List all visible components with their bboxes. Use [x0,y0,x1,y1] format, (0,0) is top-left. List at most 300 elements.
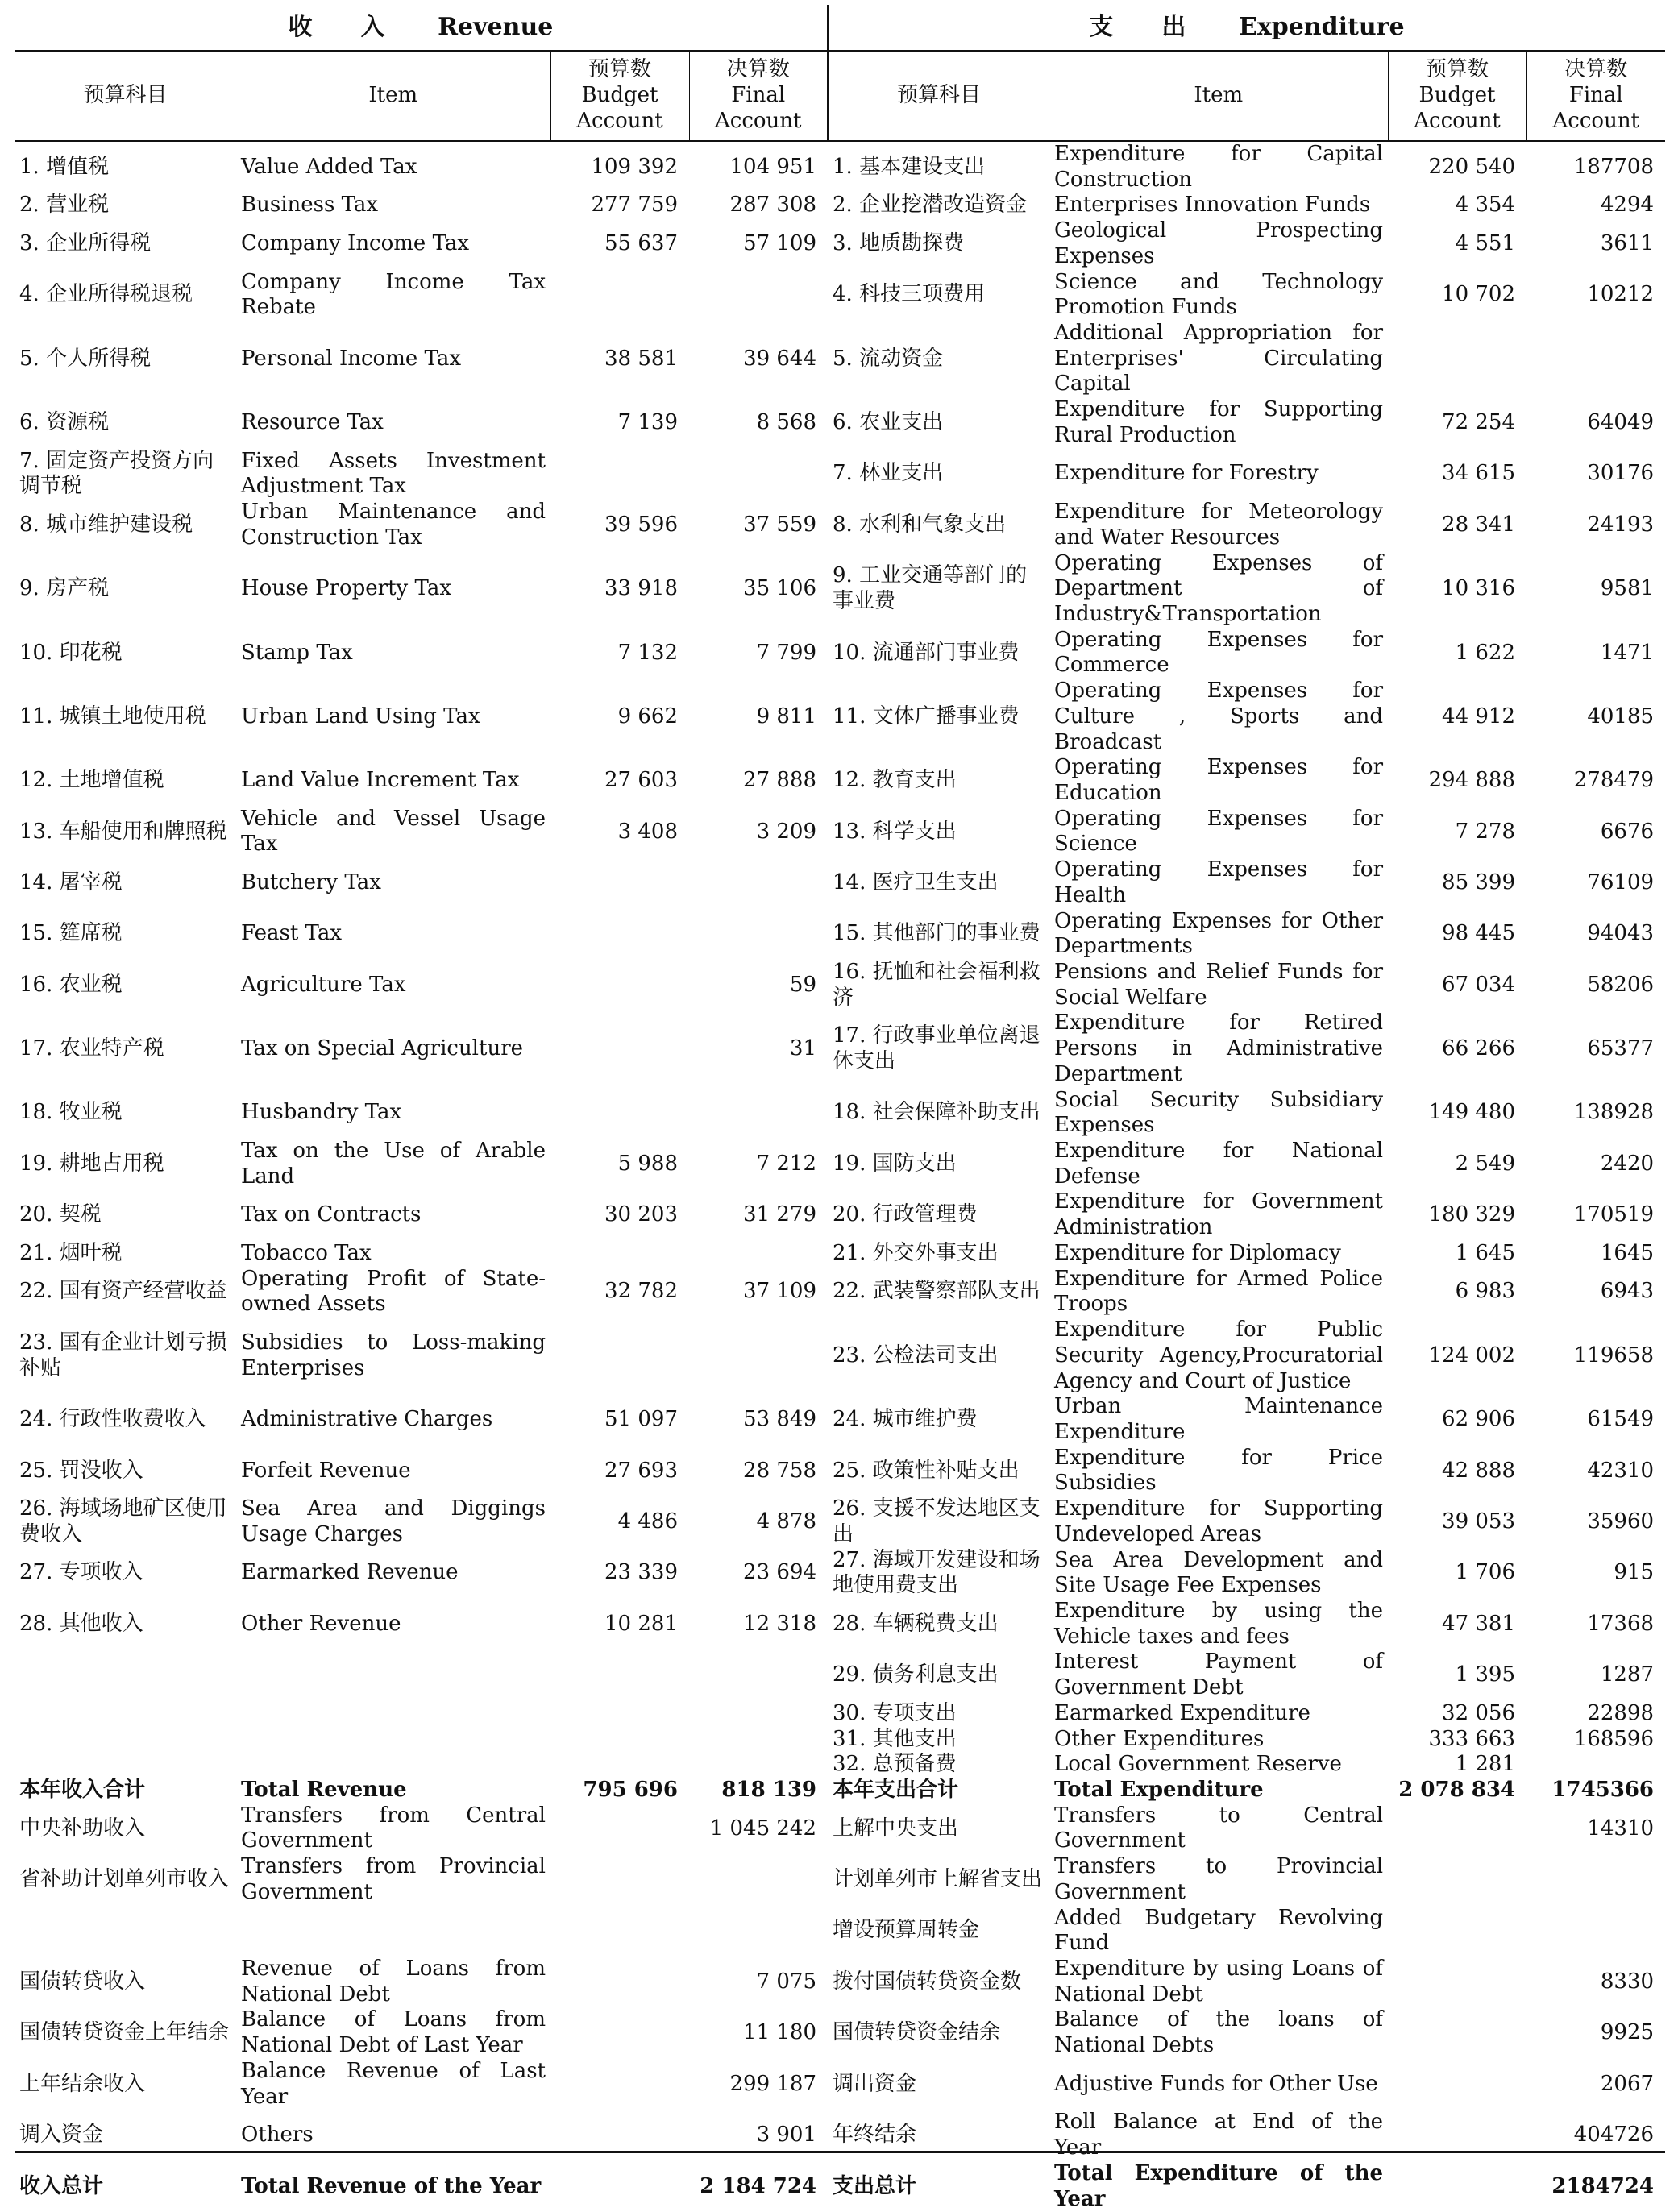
expenditure-budget: 67 034 [1442,972,1516,997]
revenue-subject: 7. 固定资产投资方向调节税 [19,448,214,499]
revenue-item: Tax on the Use of Arable Land [241,1139,546,1189]
expenditure-budget: 32 056 [1442,1700,1516,1725]
revenue-budget: 4 486 [617,1509,678,1533]
expenditure-item: Expenditure for Public Security Agency,Procuratorial Agency and Court of Justice [1054,1318,1384,1393]
revenue-final: 299 187 [729,2071,817,2096]
expenditure-final: 40185 [1587,703,1655,728]
expenditure-budget: 28 341 [1442,512,1516,537]
table-row [15,500,1665,550]
expenditure-item: Science and Technology Promotion Funds [1054,269,1384,320]
table-row [15,1701,1665,1727]
revenue-budget [550,857,689,908]
expenditure-subject: 11. 文体广播事业费 [833,703,1020,728]
revenue-final: 104 951 [729,154,817,179]
revenue-item: Feast Tax [241,921,343,946]
table-row [15,755,1665,806]
expenditure-final: 187708 [1573,154,1655,179]
table-row [15,2110,1665,2160]
revenue-budget [550,1752,689,1778]
revenue-budget [550,1241,689,1267]
expenditure-budget: 220 540 [1428,154,1516,179]
table-row [15,679,1665,755]
expenditure-subject: 20. 行政管理费 [833,1202,978,1227]
revenue-section-title [15,5,828,51]
revenue-item: Balance Revenue of Last Year [241,2058,546,2109]
revenue-final [689,1088,828,1139]
expenditure-budget: 333 663 [1428,1726,1516,1751]
revenue-final: 53 849 [743,1407,817,1432]
expenditure-item: Adjustive Funds for Other Use [1054,2071,1378,2096]
col-final-zh: 决算数 [726,57,790,82]
revenue-final [689,270,828,321]
revenue-final: 37 559 [743,512,817,537]
expenditure-subject: 24. 城市维护费 [833,1407,978,1432]
expenditure-final [1526,1854,1665,1905]
table-row [15,1011,1665,1087]
expenditure-item: Expenditure for Diplomacy [1054,1240,1341,1265]
expenditure-subject: 13. 科学支出 [833,819,957,844]
expenditure-final: 8330 [1600,1969,1655,1994]
expenditure-subject: 调出资金 [833,2071,917,2096]
expenditure-item: Expenditure for Supporting Rural Production [1054,397,1384,447]
revenue-final: 7 212 [756,1151,817,1176]
expenditure-subject: 21. 外交外事支出 [833,1240,999,1265]
revenue-item: Value Added Tax [241,154,417,179]
revenue-item: Earmarked Revenue [241,1560,459,1585]
expenditure-subject: 支出总计 [833,2173,917,2198]
revenue-subject: 4. 企业所得税退税 [19,282,193,307]
expenditure-budget: 72 254 [1442,410,1516,435]
revenue-budget: 32 782 [604,1279,678,1304]
expenditure-final: 138928 [1573,1100,1655,1125]
revenue-subject: 22. 国有资产经营收益 [19,1279,227,1304]
table-row [15,1318,1665,1394]
expenditure-subject: 7. 林业支出 [833,461,944,486]
table-row [15,193,1665,218]
revenue-final: 37 109 [743,1279,817,1304]
col-final-zh: 决算数 [1564,57,1628,82]
expenditure-final: 24193 [1587,512,1655,537]
revenue-item [236,1752,550,1778]
revenue-item: Company Income Tax Rebate [241,269,546,320]
expenditure-item: Enterprises Innovation Funds [1054,193,1371,218]
expenditure-budget [1388,1906,1526,1957]
expenditure-final: 170519 [1573,1202,1655,1227]
revenue-subject: 20. 契税 [19,1202,102,1227]
expenditure-item: Expenditure for Capital Construction [1054,142,1384,192]
table-row [15,1267,1665,1318]
expenditure-budget: 1 706 [1455,1560,1516,1585]
expenditure-budget: 39 053 [1442,1509,1516,1533]
expenditure-budget [1388,1957,1526,2007]
expenditure-budget: 4 551 [1455,231,1516,256]
revenue-item: Butchery Tax [241,869,381,894]
expenditure-item: Earmarked Expenditure [1054,1700,1310,1725]
revenue-subject: 国债转贷资金上年结余 [19,2020,230,2045]
revenue-subject: 28. 其他收入 [19,1611,143,1636]
table-row [15,218,1665,269]
expenditure-final: 2420 [1600,1151,1655,1176]
revenue-final [689,909,828,960]
revenue-budget: 10 281 [604,1611,678,1636]
revenue-subject: 26. 海域场地矿区使用费收入 [19,1496,227,1546]
expenditure-final: 14310 [1587,1816,1655,1841]
table-row [15,1727,1665,1753]
expenditure-item: Expenditure for Armed Police Troops [1054,1266,1384,1317]
revenue-item: Administrative Charges [241,1407,493,1432]
expenditure-budget: 47 381 [1442,1611,1516,1636]
expenditure-final: 6676 [1600,819,1655,844]
revenue-subject: 23. 国有企业计划亏损补贴 [19,1330,227,1380]
table-row [15,1394,1665,1445]
table-row [15,551,1665,628]
expenditure-budget: 124 002 [1428,1343,1516,1367]
revenue-budget: 5 988 [617,1151,678,1176]
revenue-budget [550,1854,689,1905]
expenditure-item: Balance of the loans of National Debts [1054,2007,1384,2058]
expenditure-item: Roll Balance at End of the Year [1054,2110,1384,2160]
expenditure-subject: 23. 公检法司支出 [833,1343,999,1367]
revenue-final: 7 799 [756,640,817,665]
revenue-final: 59 [789,972,817,997]
table-row [15,141,1665,193]
expenditure-subject: 31. 其他支出 [833,1726,957,1751]
expenditure-item: Transfers to Provincial Government [1054,1854,1384,1904]
revenue-budget [550,1701,689,1727]
revenue-budget [550,270,689,321]
revenue-budget [550,1011,689,1087]
revenue-item: Urban Maintenance and Construction Tax [241,500,546,550]
revenue-item: Company Income Tax [241,231,470,256]
revenue-final [689,1318,828,1394]
expenditure-budget: 1 622 [1455,640,1516,665]
expenditure-item: Other Expenditures [1054,1726,1265,1751]
table-row [15,2059,1665,2110]
expenditure-final: 915 [1614,1560,1655,1585]
revenue-subject: 18. 牧业税 [19,1100,123,1125]
expenditure-final: 58206 [1587,972,1655,997]
table-row [15,270,1665,321]
expenditure-final: 30176 [1587,461,1655,486]
revenue-item: Resource Tax [241,410,384,435]
revenue-budget [550,2161,689,2212]
revenue-item: Agriculture Tax [241,972,406,997]
revenue-budget [550,1088,689,1139]
revenue-budget: 55 637 [604,231,678,256]
expenditure-item: Expenditure for Supporting Undeveloped Areas [1054,1496,1384,1546]
expenditure-final: 6943 [1600,1279,1655,1304]
expenditure-subject: 12. 教育支出 [833,768,957,793]
revenue-subject: 14. 屠宰税 [19,869,123,894]
expenditure-subject: 9. 工业交通等部门的事业费 [833,563,1028,614]
revenue-final [689,1906,828,1957]
revenue-final: 31 279 [743,1202,817,1227]
revenue-subject: 省补助计划单列市收入 [19,1867,230,1892]
expenditure-budget: 2 078 834 [1398,1778,1516,1802]
revenue-title-en: Revenue [438,12,554,41]
expenditure-subject: 增设预算周转金 [833,1918,980,1943]
expenditure-subject: 拨付国债转贷资金数 [833,1969,1022,1994]
expenditure-budget: 1 395 [1455,1662,1516,1687]
expenditure-budget: 62 906 [1442,1407,1516,1432]
expenditure-final [1526,1752,1665,1778]
revenue-final [689,1701,828,1727]
expenditure-final [1526,321,1665,397]
expenditure-title-zh: 支 出 [1089,12,1198,41]
expenditure-item: Sea Area Development and Site Usage Fee Expenses [1054,1547,1384,1598]
revenue-subject: 5. 个人所得税 [19,346,152,371]
revenue-item: Tax on Contracts [241,1202,422,1227]
expenditure-final: 2067 [1600,2071,1655,2096]
revenue-item: Forfeit Revenue [241,1458,411,1483]
expenditure-item: Operating Expenses for Science [1054,806,1384,857]
revenue-final [689,449,828,500]
expenditure-title-en: Expenditure [1238,12,1405,41]
revenue-subject: 中央补助收入 [19,1816,146,1841]
table-row [15,2007,1665,2058]
table-row [15,1548,1665,1599]
revenue-final [689,1650,828,1700]
expenditure-item: Expenditure for Forestry [1054,461,1319,486]
table-row [15,1650,1665,1700]
expenditure-final [1526,1906,1665,1957]
revenue-subject: 17. 农业特产税 [19,1036,164,1061]
expenditure-budget: 4 354 [1455,193,1516,218]
expenditure-item: Operating Expenses for Commerce [1054,627,1384,678]
expenditure-subject: 17. 行政事业单位离退休支出 [833,1023,1040,1074]
expenditure-budget: 180 329 [1428,1202,1516,1227]
expenditure-item: Expenditure for Price Subsidies [1054,1445,1384,1496]
expenditure-item: Operating Expenses of Department of Industry&Transportation [1054,550,1384,626]
revenue-final: 2 184 724 [700,2173,817,2198]
expenditure-budget [1388,2059,1526,2110]
expenditure-final: 1471 [1600,640,1655,665]
col-budget-en: Budget Account [1414,83,1501,133]
revenue-budget: 33 918 [604,576,678,601]
expenditure-budget: 10 316 [1442,576,1516,601]
expenditure-final: 42310 [1587,1458,1655,1483]
expenditure-budget: 85 399 [1442,869,1516,894]
expenditure-item: Added Budgetary Revolving Fund [1054,1905,1384,1956]
expenditure-subject: 6. 农业支出 [833,410,944,435]
revenue-item [236,1727,550,1753]
revenue-subject: 11. 城镇土地使用税 [19,703,206,728]
col-expenditure-budget [1388,51,1526,141]
expenditure-subject: 8. 水利和气象支出 [833,512,1007,537]
expenditure-budget [1388,1854,1526,1905]
expenditure-item: Expenditure by using Loans of National Debt [1054,1957,1384,2007]
table-row [15,1752,1665,1778]
revenue-final: 35 106 [743,576,817,601]
revenue-subject: 收入总计 [19,2173,104,2198]
expenditure-budget: 66 266 [1442,1036,1516,1061]
expenditure-budget [1388,2161,1526,2212]
table-row [15,1906,1665,1957]
revenue-budget [550,960,689,1011]
budget-table [15,5,1665,2212]
revenue-item: Total Revenue [241,1778,407,1802]
table-row [15,397,1665,448]
revenue-final: 27 888 [743,768,817,793]
table-row [15,1446,1665,1496]
revenue-budget: 39 596 [604,512,678,537]
revenue-budget [550,909,689,960]
revenue-final: 28 758 [743,1458,817,1483]
revenue-final [689,1854,828,1905]
expenditure-item: Interest Payment of Government Debt [1054,1650,1384,1700]
table-row [15,1803,1665,1854]
expenditure-subject: 22. 武装警察部队支出 [833,1279,1040,1304]
revenue-budget [550,1727,689,1753]
expenditure-item: Operating Expenses for Education [1054,755,1384,805]
expenditure-final: 4294 [1600,193,1655,218]
expenditure-subject: 25. 政策性补贴支出 [833,1458,1020,1483]
revenue-budget [550,1318,689,1394]
revenue-budget [550,1650,689,1700]
revenue-item: Subsidies to Loss-making Enterprises [241,1330,546,1380]
revenue-subject: 25. 罚没收入 [19,1458,143,1483]
revenue-title-zh: 收 入 [288,12,397,41]
expenditure-item: Local Government Reserve [1054,1752,1342,1777]
expenditure-final: 9925 [1600,2020,1655,2045]
revenue-subject: 上年结余收入 [19,2071,146,2096]
table-row [15,1854,1665,1905]
expenditure-final: 119658 [1573,1343,1655,1367]
revenue-budget: 9 662 [617,703,678,728]
revenue-budget: 3 408 [617,819,678,844]
revenue-final: 7 075 [756,1969,817,1994]
revenue-budget: 51 097 [604,1407,678,1432]
revenue-item: House Property Tax [241,576,451,601]
revenue-subject [15,1701,236,1727]
expenditure-final: 65377 [1587,1036,1655,1061]
expenditure-item: Expenditure by using the Vehicle taxes and fees [1054,1598,1384,1649]
table-row [15,1599,1665,1650]
table-row [15,449,1665,500]
revenue-item: Other Revenue [241,1611,401,1636]
col-budget-en: Budget Account [576,83,663,133]
table-row [15,1189,1665,1240]
expenditure-final: 64049 [1587,410,1655,435]
col-revenue-final [689,51,828,141]
expenditure-final: 404726 [1573,2123,1655,2148]
expenditure-subject: 27. 海域开发建设和场地使用费支出 [833,1547,1040,1598]
revenue-item: Vehicle and Vessel Usage Tax [241,806,546,857]
table-row [15,807,1665,857]
expenditure-item: Additional Appropriation for Enterprises' Circulating Capital [1054,321,1384,396]
col-revenue-subject: 预算科目 [15,51,236,141]
revenue-final: 4 878 [756,1509,817,1533]
expenditure-item: Total Expenditure of the Year [1054,2160,1384,2211]
col-revenue-item: Item [236,51,550,141]
revenue-subject: 调入资金 [19,2123,104,2148]
revenue-item: Transfers from Provincial Government [241,1854,546,1904]
expenditure-item: Social Security Subsidiary Expenses [1054,1087,1384,1138]
revenue-subject [15,1650,236,1700]
revenue-subject: 1. 增值税 [19,154,110,179]
revenue-subject: 12. 土地增值税 [19,768,164,793]
expenditure-final: 168596 [1573,1726,1655,1751]
revenue-subject: 16. 农业税 [19,972,123,997]
expenditure-subject: 10. 流通部门事业费 [833,640,1020,665]
expenditure-final: 61549 [1587,1407,1655,1432]
expenditure-final: 1645 [1600,1240,1655,1265]
expenditure-budget: 10 702 [1442,282,1516,307]
expenditure-final: 278479 [1573,768,1655,793]
expenditure-subject: 16. 抚恤和社会福利救济 [833,960,1040,1010]
expenditure-budget: 44 912 [1442,703,1516,728]
revenue-subject [15,1752,236,1778]
revenue-item: Tax on Special Agriculture [241,1036,524,1061]
expenditure-item: Geological Prospecting Expenses [1054,218,1384,268]
revenue-subject: 2. 营业税 [19,193,110,218]
expenditure-subject: 14. 医疗卫生支出 [833,869,999,894]
bottom-rule [15,2151,1665,2153]
revenue-subject: 3. 企业所得税 [19,231,152,256]
expenditure-budget: 34 615 [1442,461,1516,486]
expenditure-budget: 42 888 [1442,1458,1516,1483]
expenditure-item: Operating Expenses for Other Departments [1054,908,1384,959]
revenue-budget [550,1906,689,1957]
expenditure-final: 35960 [1587,1509,1655,1533]
expenditure-item: Expenditure for Government Administration [1054,1189,1384,1240]
revenue-budget: 23 339 [604,1560,678,1585]
table-row [15,857,1665,908]
expenditure-budget: 294 888 [1428,768,1516,793]
revenue-item: Balance of Loans from National Debt of Last Year [241,2007,546,2058]
revenue-item [236,1906,550,1957]
revenue-item [236,1701,550,1727]
revenue-subject: 9. 房产税 [19,576,110,601]
expenditure-final: 9581 [1600,576,1655,601]
revenue-final [689,1241,828,1267]
expenditure-budget [1388,321,1526,397]
expenditure-subject: 18. 社会保障补助支出 [833,1100,1040,1125]
revenue-item: Tobacco Tax [241,1240,372,1265]
revenue-item [236,1650,550,1700]
table-row [15,628,1665,679]
revenue-budget [550,1957,689,2007]
revenue-subject: 13. 车船使用和牌照税 [19,819,227,844]
expenditure-subject: 上解中央支出 [833,1816,959,1841]
revenue-item: Husbandry Tax [241,1100,402,1125]
expenditure-budget [1388,1803,1526,1854]
revenue-subject: 8. 城市维护建设税 [19,512,193,537]
revenue-budget: 27 693 [604,1458,678,1483]
col-budget-zh: 预算数 [588,57,651,82]
revenue-final: 23 694 [743,1560,817,1585]
col-expenditure-item: Item [1049,51,1388,141]
budget-document [15,5,1665,2211]
revenue-item: Operating Profit of State-owned Assets [241,1266,546,1317]
expenditure-final: 94043 [1587,921,1655,946]
revenue-budget: 277 759 [591,193,678,218]
expenditure-subject: 年终结余 [833,2123,917,2148]
table-row [15,1088,1665,1139]
revenue-item: Urban Land Using Tax [241,703,480,728]
revenue-final: 3 209 [756,819,817,844]
revenue-subject: 6. 资源税 [19,410,110,435]
revenue-budget: 27 603 [604,768,678,793]
table-row [15,1241,1665,1267]
expenditure-budget: 98 445 [1442,921,1516,946]
revenue-final: 818 139 [721,1778,817,1802]
revenue-item: Personal Income Tax [241,346,461,371]
expenditure-subject: 15. 其他部门的事业费 [833,921,1040,946]
expenditure-subject: 2. 企业挖潜改造资金 [833,193,1028,218]
main-rows [15,141,1665,1803]
revenue-final: 39 644 [743,346,817,371]
